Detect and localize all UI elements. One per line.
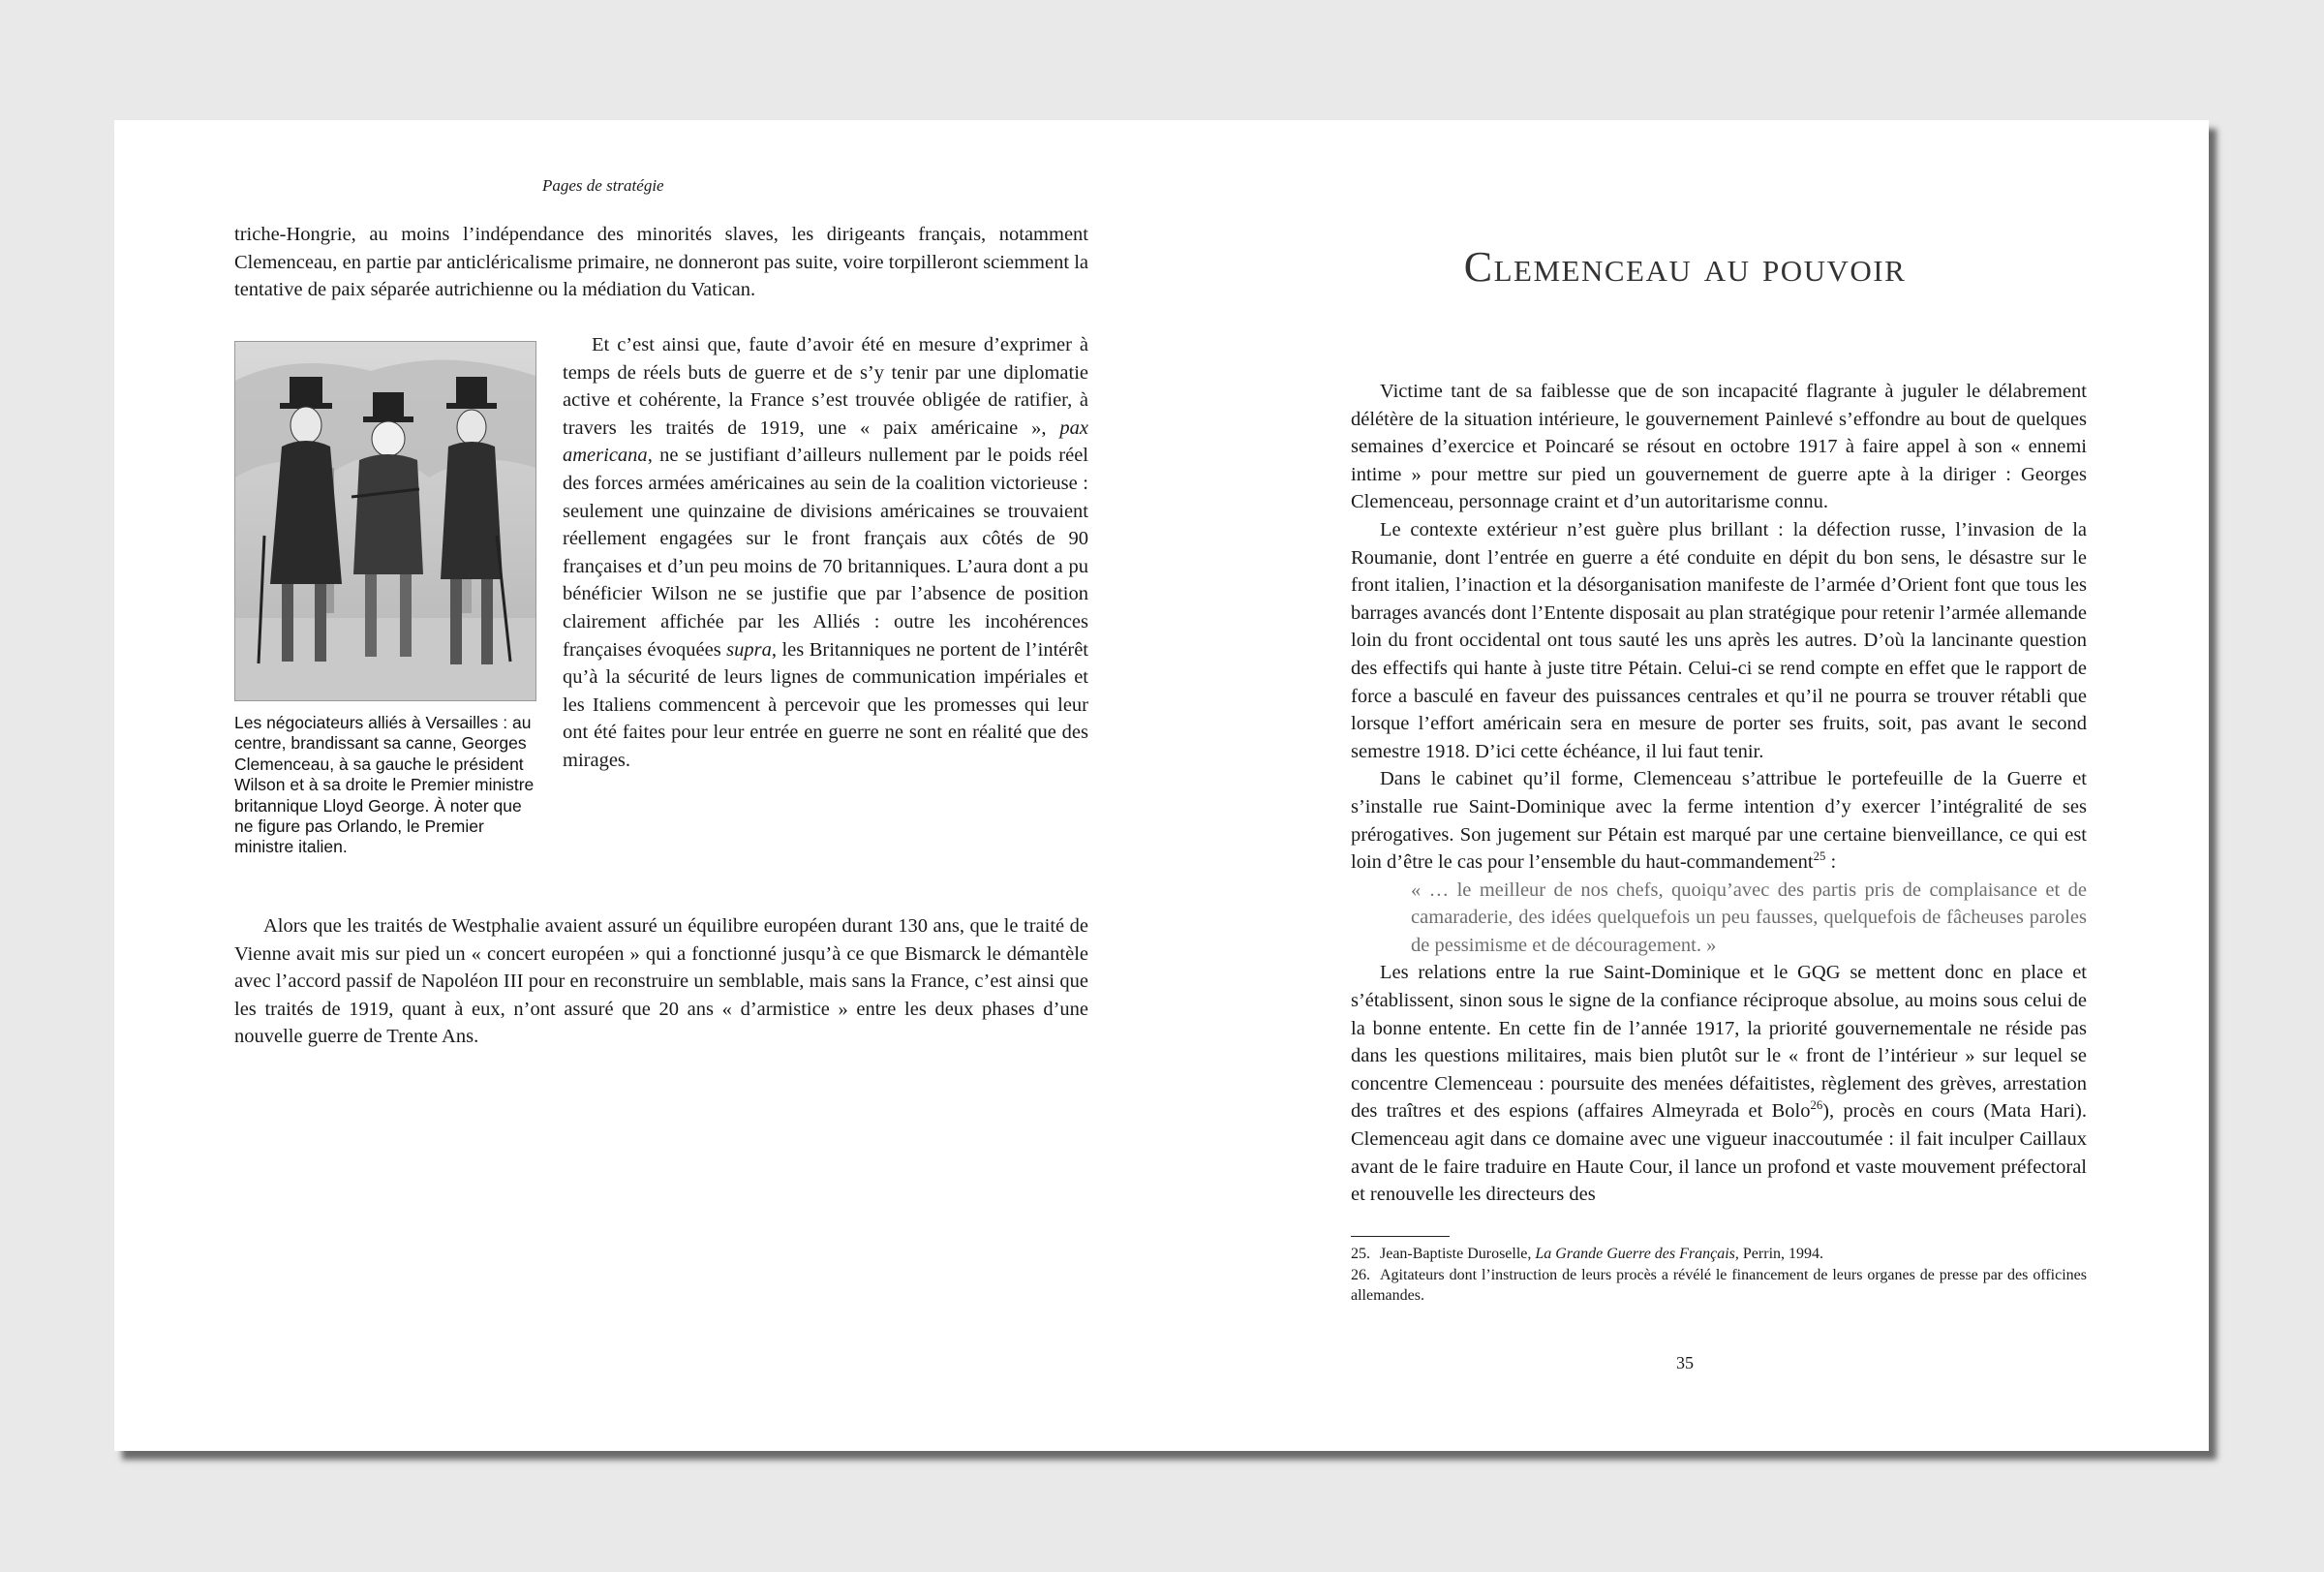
paragraph — [1351, 959, 2087, 1208]
left-top-paragraph — [234, 221, 1088, 304]
paragraph: Le contexte extérieur n’est guère plus brillant : la défection russe, l’invasion de la Roumanie, dont l’entrée en guerre a été conduite en dépit du bon sens, le désastre sur le front italien, l’inaction et la désorganisation manifeste de l’armée d’Orient font que tous les barrages avancés dont l’Entente disposait au plan stratégique pour retenir l’armée allemande loin du front occidental ont tous sauté les uns après les autres. D’où la lancinante question des effectifs qui hante à juste titre Pétain. Celui-ci se rend compte en effet que le rapport de force a basculé en faveur des puissances centrales et qu’il ne pourra se trouver rétabli que lorsque l’effort américain sera en mesure de porter ses fruits, soit, pas avant le second semestre 1918. D’ici cette échéance, il lui faut tenir. — [1351, 518, 2087, 762]
paragraph — [1351, 765, 2087, 876]
italic-run: La Grande Guerre des Français — [1535, 1246, 1735, 1262]
text-run: Agitateurs dont l’instruction de leurs procès a révélé le financement de leurs organes de presse par des officines allemandes. — [1351, 1266, 2087, 1304]
text-run: Et c’est ainsi que, faute d’avoir été en mesure d’exprimer à temps de réels buts de guerre et de s’y tenir par une diplomatie active et cohérente, la France s’est trouvée obligée de ratifier, à travers les traités de 1919, une « paix américaine », — [563, 334, 1088, 439]
right-page — [1161, 120, 2209, 1451]
footnote-ref[interactable]: 26 — [1810, 1098, 1823, 1113]
right-body — [1351, 378, 2087, 1209]
text-run: Dans le cabinet qu’il forme, Clemenceau s’attribue le portefeuille de la Guerre et s’installe rue Saint-Dominique avec la ferme intention d’y exercer l’intégralité de ses prérogatives. Son jugement sur Pétain est marqué par une certaine bienveillance, ce qui est loin d’être le cas pour l’ensemble du haut-commandement — [1351, 768, 2087, 874]
footnote-ref[interactable]: 25 — [1813, 849, 1826, 864]
illustration-drawing — [235, 342, 535, 700]
text-run: ), procès en cours (Mata Hari). Clemenceau agit dans ce domaine avec une vigueur inaccoutumée : il fait inculper Caillaux avant de le faire traduire en Haute Cour, il lance un profond et vaste mouvement préfectoral et renouvelle les directeurs des — [1351, 1100, 2088, 1206]
footnote — [1351, 1244, 2087, 1265]
italic-run: supra — [726, 638, 772, 661]
figure-caption: Les négociateurs alliés à Versailles : au centre, brandissant sa canne, Georges Clemenceau, à sa gauche le président Wilson et à sa droite le Premier ministre britannique Lloyd George. À noter que ne figure pas Orlando, le Premier ministre italien. — [234, 713, 535, 857]
left-column-paragraph — [563, 331, 1088, 775]
book-spread — [114, 120, 2209, 1451]
left-page — [114, 120, 1160, 1451]
footnote — [1351, 1265, 2087, 1307]
paragraph: Alors que les traités de Westphalie avaient assuré un équilibre européen durant 130 ans, que le traité de Vienne avait mis sur pied un « concert européen » qui a fonctionné jusqu’à ce que Bismarck le démantèle avec l’accord passif de Napoléon III pour en reconstruire un semblable, mais sans la France, c’est ainsi que les traités de 1919, quant à eux, n’ont assuré que 20 ans « d’armistice » entre les deux phases d’une nouvelle guerre de Trente Ans. — [234, 915, 1088, 1048]
footnote-rule — [1351, 1236, 1450, 1237]
figure — [234, 341, 536, 858]
chapter-title: Clemenceau au pouvoir — [1463, 243, 1907, 291]
text-run: , ne se justifiant d’ailleurs nullement par le poids réel des forces armées américaines au sein de la coalition victorieuse : seulement une quinzaine de divisions américaines se trouvaient réellement engagées sur le front français aux côtés de 90 françaises et d’un peu moins de 70 britanniques. L’aura dont a pu bénéficier Wilson ne se justifie que par l’absence de position clairement affichée par les Alliés : outre les incohérences françaises évoquées — [563, 445, 1088, 661]
footnote-number: 26. — [1351, 1266, 1370, 1283]
block-quote: « … le meilleur de nos chefs, quoiqu’avec des partis pris de complaisance et de camaraderie, des idées quelquefois un peu fausses, quelquefois de fâcheuses paroles de pessimisme et de découragement. » — [1411, 878, 2087, 956]
text-run: : — [1825, 851, 1837, 874]
paragraph: triche-Hongrie, au moins l’indépendance des minorités slaves, les dirigeants français, notamment Clemenceau, en partie par anticléricalisme primaire, ne donneront pas suite, voire torpilleront sciemment la tentative de paix séparée autrichienne ou la médiation du Vatican. — [234, 224, 1088, 301]
running-head: Pages de stratégie — [542, 176, 664, 195]
text-run: Jean-Baptiste Duroselle, — [1380, 1246, 1536, 1262]
footnotes — [1351, 1236, 2087, 1307]
left-bottom-paragraph — [234, 912, 1088, 1051]
illustration-image — [234, 341, 536, 701]
page-number: 35 — [1676, 1353, 1694, 1372]
text-run: Les relations entre la rue Saint-Dominique et le GQG se mettent donc en place et s’établissent, sinon sous le signe de la confiance réciproque absolue, au moins sous celui de la bonne entente. En cette fin de l’année 1917, la priorité gouvernementale ne réside pas dans les questions militaires, mais bien plutôt sur le « front de l’intérieur » sur lequel se concentre Clemenceau : poursuite des menées défaitistes, règlement des grèves, arrestation des traîtres et des espions (affaires Almeyrada et Bolo — [1351, 962, 2087, 1123]
paragraph — [563, 331, 1088, 775]
paragraph: Victime tant de sa faiblesse que de son incapacité flagrante à juguler le délabrement délétère de la situation intérieure, le gouvernement Painlevé s’effondre au bout de quelques semaines d’exercice et Poincaré se résout en octobre 1917 à faire appel à son « ennemi intime » pour mettre sur pied un gouvernement de guerre apte à la diriger : Georges Clemenceau, personnage craint et d’un autoritarisme connu. — [1351, 381, 2087, 513]
text-run: , les Britanniques ne portent de l’intérêt qu’à la sécurité de leurs lignes de communication impériales et les Italiens commencent à percevoir que les promesses qui leur ont été faites pour leur entrée en guerre ne sont en réalité que des mirages. — [563, 638, 1088, 771]
text-run: , Perrin, 1994. — [1734, 1246, 1824, 1262]
footnote-number: 25. — [1351, 1246, 1370, 1262]
italic-run: pax americana — [563, 416, 1088, 467]
